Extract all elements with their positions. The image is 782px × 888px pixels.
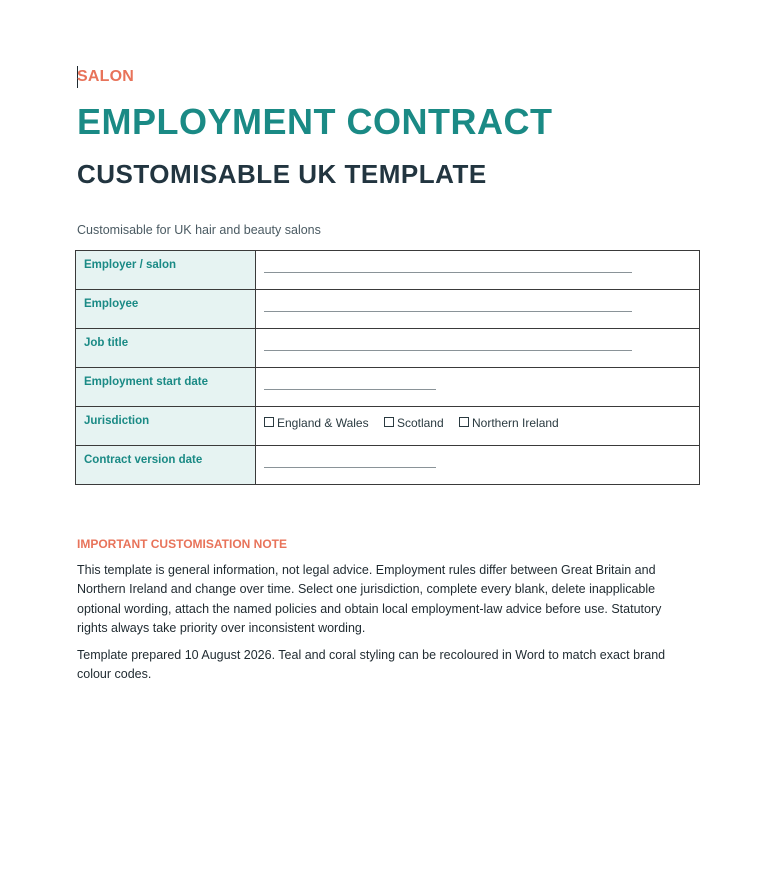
note-paragraph: This template is general information, not legal advice. Employment rules differ between Great Britain and Northern Ireland and change over time. Select one jurisdiction, complete every blank, delete inapplicable optional wording, attach the named policies and obtain local employment-law advice before use. Statutory rights always take priority over inconsistent wording.	[77, 563, 662, 635]
employer-label: Employer / salon	[76, 251, 256, 290]
document-title: EMPLOYMENT CONTRACT	[77, 101, 553, 142]
blank-line	[264, 260, 632, 273]
table-row	[76, 446, 700, 485]
start-date-field[interactable]	[256, 368, 700, 407]
job-title-label: Job title	[76, 329, 256, 368]
employer-field[interactable]	[256, 251, 700, 290]
table-row	[76, 329, 700, 368]
document-subtitle: CUSTOMISABLE UK TEMPLATE	[77, 159, 487, 189]
option-label: Scotland	[396, 416, 444, 430]
start-date-label: Employment start date	[76, 368, 256, 407]
version-date-field[interactable]	[256, 446, 700, 485]
blank-line	[264, 338, 632, 351]
option-northern-ireland[interactable]	[459, 416, 559, 430]
blank-line	[264, 377, 436, 390]
document-tagline: Customisable for UK hair and beauty salons	[77, 223, 321, 237]
table-row	[76, 251, 700, 290]
table-row	[76, 407, 700, 446]
table-row	[76, 290, 700, 329]
blank-line	[264, 299, 632, 312]
job-title-field[interactable]	[256, 329, 700, 368]
jurisdiction-options	[256, 407, 700, 446]
checkbox-icon[interactable]	[459, 417, 469, 427]
option-england-wales[interactable]	[264, 416, 369, 430]
table-row	[76, 368, 700, 407]
option-label: Northern Ireland	[472, 416, 559, 430]
document-kicker: SALON	[77, 68, 134, 85]
details-table	[75, 250, 700, 485]
checkbox-icon[interactable]	[384, 417, 394, 427]
option-label: England & Wales	[277, 416, 369, 430]
employee-field[interactable]	[256, 290, 700, 329]
employee-label: Employee	[76, 290, 256, 329]
note-heading: IMPORTANT CUSTOMISATION NOTE	[77, 537, 287, 551]
version-date-label: Contract version date	[76, 446, 256, 485]
blank-line	[264, 455, 436, 468]
preparation-paragraph: Template prepared 10 August 2026. Teal and coral styling can be recoloured in Word to match exact brand colour codes.	[77, 648, 666, 682]
jurisdiction-label: Jurisdiction	[76, 407, 256, 446]
checkbox-icon[interactable]	[264, 417, 274, 427]
option-scotland[interactable]	[384, 416, 444, 430]
